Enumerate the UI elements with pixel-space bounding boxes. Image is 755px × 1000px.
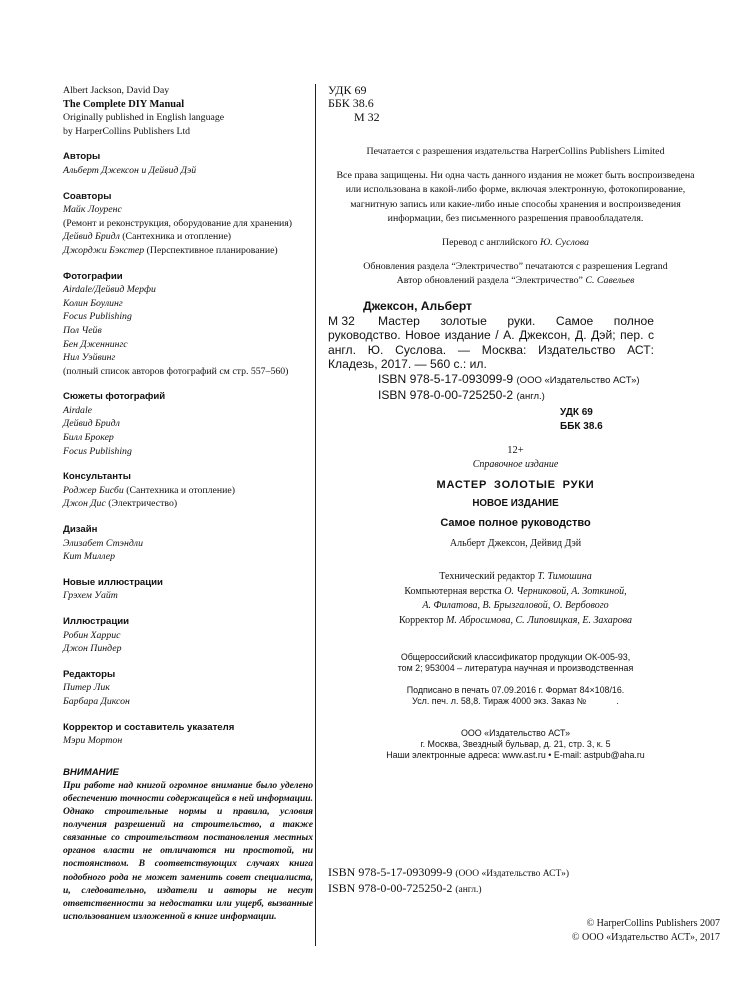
publisher-name: ООО «Издательство АСТ» <box>460 727 570 738</box>
publisher-emails: Наши электронные адреса: www.ast.ru • E-mail: astpub@aha.ru <box>386 750 645 761</box>
credit-line: Роджер Бисби (Сантехника и отопление) <box>63 484 235 496</box>
credit-line: Пол Чейв <box>63 324 102 336</box>
classifier-line: том 2; 953004 – литература научная и производственная <box>397 663 634 674</box>
credit-line: Focus Publishing <box>63 445 132 457</box>
record-code: М 32 <box>328 313 355 328</box>
copyright-block <box>520 917 720 945</box>
credits-section <box>63 668 313 709</box>
credit-line: Airdale <box>63 404 93 416</box>
credit-line: Focus Publishing <box>63 311 132 323</box>
staff-line: Технический редактор Т. Тимошина <box>439 571 592 582</box>
credit-line: (Ремонт и реконструкция, оборудование для хранения) <box>63 217 293 229</box>
credit-line: Бен Дженнингс <box>63 338 128 350</box>
credit-line: Майк Лоуренс <box>63 204 122 216</box>
section-heading: Корректор и составитель указателя <box>63 721 235 733</box>
copyright-line: © HarperCollins Publishers 2007 <box>586 918 720 929</box>
record-description: М 32 Мастер золотые руки. Самое полное руководство. Новое издание / А. Джексон, Д. Дэй; пер. с англ. Ю. Суслова. — Москва: Издательство АСТ: Кладезь, 2017. — 560 с.: ил. <box>328 313 654 371</box>
credit-line: Airdale/Дейвид Мерфи <box>63 284 156 296</box>
classifier-line: Общероссийский классификатор продукции ОК-005-93, <box>400 652 631 662</box>
credit-line: Барбара Диксон <box>63 695 130 707</box>
credit-line: Нил Уэйвинг <box>63 352 116 364</box>
original-title: The Complete DIY Manual <box>63 98 185 110</box>
credit-line: Элизабет Стэндли <box>63 537 143 549</box>
copyright-line: © ООО «Издательство АСТ», 2017 <box>571 931 720 943</box>
credit-line: Джорджи Бэкстер (Перспективное планирование) <box>63 244 278 256</box>
staff-line: Корректор М. Абросимова, С. Липовицкая, Е. Захарова <box>399 614 632 626</box>
all-rights-reserved: Все права защищены. Ни одна часть данного издания не может быть воспроизведена или использована в какой-либо форме, включая электронную, фотокопирование, магнитную запись или какие-либо иные способы хранения и воспроизведения информации, без письменного разрешения правообладателя. <box>336 170 695 224</box>
record-isbn: ISBN 978-0-00-725250-2 (англ.) <box>378 388 545 402</box>
update-author: С. Савельев <box>585 275 635 287</box>
credit-line: Грэхем Уайт <box>63 590 118 602</box>
credit-line: Кит Миллер <box>63 551 116 563</box>
staff-line: Компьютерная верстка О. Черниковой, А. Зоткиной, <box>404 585 627 597</box>
credits-section <box>63 615 313 656</box>
bibliographic-record <box>328 299 654 405</box>
permission-notice: Печатается с разрешения издательства HarperCollins Publishers Limited <box>366 146 665 157</box>
edition-kind: Справочное издание <box>472 459 559 470</box>
isbn-block <box>328 866 569 897</box>
production-staff <box>328 570 703 628</box>
original-note-line: by HarperCollins Publishers Ltd <box>63 125 191 137</box>
credit-line: Питер Лик <box>63 682 110 694</box>
section-heading: Редакторы <box>63 668 116 680</box>
column-divider <box>315 84 316 946</box>
publisher-info <box>328 652 703 762</box>
print-info-line: Усл. печ. л. 58,8. Тираж 4000 экз. Заказ № . <box>412 696 619 707</box>
credits-section <box>63 270 313 379</box>
section-heading: Фотографии <box>63 270 123 282</box>
credits-section <box>63 523 313 564</box>
record-author: Джексон, Альберт <box>363 299 472 313</box>
credit-line: Дейвид Бридл <box>63 418 120 430</box>
section-heading: Авторы <box>63 151 101 163</box>
book-title: МАСТЕР ЗОЛОТЫЕ РУКИ <box>436 479 595 491</box>
credits-section <box>63 721 313 748</box>
classification-codes <box>328 84 380 124</box>
section-heading: Соавторы <box>63 190 112 202</box>
credit-line: Билл Брокер <box>63 432 114 444</box>
credits-section <box>63 190 313 258</box>
credit-line: Мэри Мортон <box>63 735 123 747</box>
record-bbk: ББК 38.6 <box>560 421 603 432</box>
warning-block <box>63 766 313 923</box>
electric-update-note: Обновления раздела “Электричество” печатаются с разрешения Legrand Автор обновлений раздела “Электричество” С. Савельев <box>363 261 668 287</box>
section-heading: Иллюстрации <box>63 616 130 627</box>
isbn-line: ISBN 978-5-17-093099-9 (ООО «Издательство АСТ») <box>328 865 569 879</box>
isbn-line: ISBN 978-0-00-725250-2 (англ.) <box>328 880 482 895</box>
original-note-line: Originally published in English language <box>63 112 225 124</box>
book-subtitle: Самое полное руководство <box>440 517 591 529</box>
credits-column <box>63 84 313 923</box>
credits-sections <box>63 150 313 747</box>
warning-text: При работе над книгой огромное внимание было уделено обеспечению точности содержащейся в ней информации. Однако строительные нормы и правила, условия получения разрешений на строительство, а также связанные со строительством постановления местных органов власти не отличаются ни простотой, ни постоянством. В соответствующих случаях книга подобного рода не может заменить совет специалиста, и, следовательно, издатели и авторы не несут ответственности за недостатки или ущерб, вызванные использованием изложенной в книге информации. <box>63 779 313 922</box>
section-heading: Дизайн <box>63 524 98 536</box>
section-heading: Консультанты <box>63 471 131 483</box>
translation-credit: Перевод с английского Ю. Суслова <box>442 237 589 249</box>
age-rating: 12+ <box>507 445 524 456</box>
credit-line: Робин Харрис <box>63 629 121 641</box>
credits-section <box>63 576 313 603</box>
staff-line: А. Филатова, В. Брызгаловой, О. Вербового <box>422 600 609 611</box>
original-authors: Albert Jackson, David Day <box>63 85 170 96</box>
credits-section <box>63 390 313 458</box>
author-mark: М 32 <box>354 109 380 124</box>
credit-line: (полный список авторов фотографий см стр. 557–560) <box>63 365 289 377</box>
section-heading: Новые иллюстрации <box>63 576 163 588</box>
credits-section <box>63 470 313 511</box>
credit-line: Джон Пиндер <box>63 643 122 655</box>
udk-code: УДК 69 <box>328 83 367 97</box>
record-isbn: ISBN 978-5-17-093099-9 (ООО «Издательство АСТ») <box>378 371 640 386</box>
book-authors: Альберт Джексон, Дейвид Дэй <box>449 538 582 549</box>
rights-block <box>328 145 703 289</box>
credit-line: Дейвид Бридл (Сантехника и отопление) <box>63 231 232 243</box>
publisher-address: г. Москва, Звездный бульвар, д. 21, стр. 3, к. 5 <box>420 739 611 750</box>
record-codes <box>560 406 654 434</box>
bbk-code: ББК 38.6 <box>328 96 374 111</box>
title-block <box>328 444 703 551</box>
print-info-line: Подписано в печать 07.09.2016 г. Формат 84×108/16. <box>406 684 625 695</box>
translator-name: Ю. Суслова <box>539 237 589 249</box>
credits-section <box>63 150 313 177</box>
edition-label: НОВОЕ ИЗДАНИЕ <box>472 498 559 509</box>
section-heading: Сюжеты фотографий <box>63 391 166 403</box>
credit-line: Альберт Джексон и Дейвид Дэй <box>63 164 197 176</box>
record-udk: УДК 69 <box>560 407 593 418</box>
credit-line: Колин Боулинг <box>63 297 123 309</box>
credit-line: Джон Дис (Электричество) <box>63 498 178 510</box>
warning-heading: ВНИМАНИЕ <box>63 766 119 778</box>
